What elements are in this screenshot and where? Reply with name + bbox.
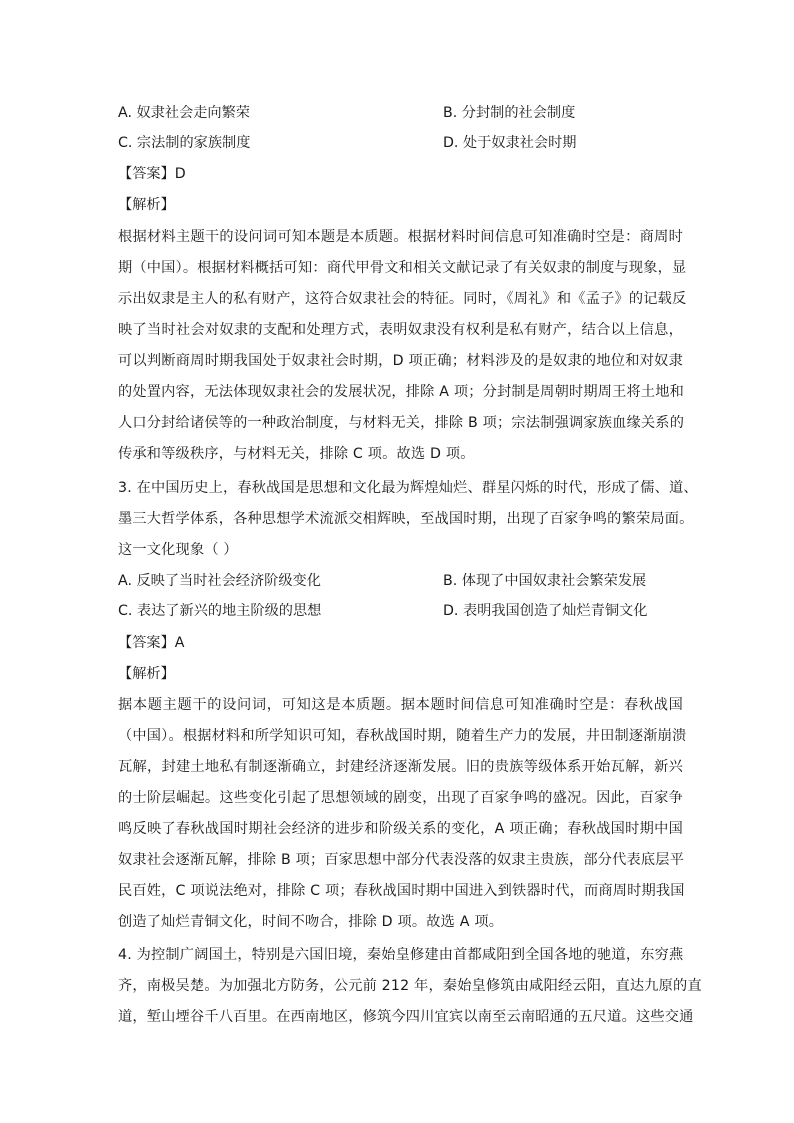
- q4-stem-line: 道，堑山堙谷千八百里。在西南地区，修筑今四川宜宾以南至云南昭通的五尺道。这些交通: [118, 1009, 694, 1025]
- q3-answer: 【答案】A: [118, 635, 185, 651]
- q3-option-d: D. 表明我国创造了灿烂青铜文化: [443, 603, 648, 619]
- q2-option-b: B. 分封制的社会制度: [443, 105, 576, 121]
- q3-stem-line: 3. 在中国历史上，春秋战国是思想和文化最为辉煌灿烂、群星闪烁的时代，形成了儒、道、: [118, 480, 698, 496]
- q4-stem-line: 4. 为控制广阔国土，特别是六国旧境，秦始皇修建由首都咸阳到全国各地的驰道，东穷燕: [118, 947, 684, 963]
- q3-option-c: C. 表达了新兴的地主阶级的思想: [118, 603, 322, 619]
- q3-analysis-line: （中国）。根据材料和所学知识可知，春秋战国时期，随着生产力的发展，井田制逐渐崩溃: [118, 728, 687, 744]
- q3-analysis-label: 【解析】: [118, 666, 175, 682]
- q3-analysis-line: 鸣反映了春秋战国时期社会经济的进步和阶级关系的变化，A 项正确；春秋战国时期中国: [118, 821, 683, 837]
- q3-analysis-line: 据本题主题干的设问词，可知这是本质题。据本题时间信息可知准确时空是：春秋战国: [118, 697, 683, 713]
- q2-option-c: C. 宗法制的家族制度: [118, 135, 251, 151]
- q3-analysis-line: 奴隶社会逐渐瓦解，排除 B 项；百家思想中部分代表没落的奴隶主贵族，部分代表底层平: [118, 852, 685, 868]
- q3-analysis-line: 的士阶层崛起。这些变化引起了思想领域的剧变，出现了百家争鸣的盛况。因此，百家争: [118, 790, 683, 806]
- q3-option-a: A. 反映了当时社会经济阶级变化: [118, 573, 321, 589]
- q2-analysis-line: 可以判断商周时期我国处于奴隶社会时期，D 项正确；材料涉及的是奴隶的地位和对奴隶: [118, 353, 683, 369]
- q2-option-a: A. 奴隶社会走向繁荣: [118, 105, 250, 121]
- q2-answer: 【答案】D: [118, 166, 186, 182]
- q4-stem-line: 齐，南极吴楚。为加强北方防务，公元前 212 年，秦始皇修筑由咸阳经云阳，直达九原的直: [118, 978, 702, 994]
- q3-stem-line: 这一文化现象（ ）: [118, 542, 238, 558]
- q2-analysis-line: 人口分封给诸侯等的一种政治制度，与材料无关，排除 B 项；宗法制强调家族血缘关系的: [118, 415, 685, 431]
- q2-analysis-line: 根据材料主题干的设问词可知本题是本质题。根据材料时间信息可知准确时空是：商周时: [118, 229, 683, 245]
- q2-analysis-label: 【解析】: [118, 197, 175, 213]
- q2-analysis-line: 传承和等级秩序，与材料无关，排除 C 项。故选 D 项。: [118, 446, 475, 462]
- q2-analysis-line: 期（中国）。根据材料概括可知：商代甲骨文和相关文献记录了有关奴隶的制度与现象，显: [118, 260, 687, 276]
- q2-analysis-line: 的处置内容，无法体现奴隶社会的发展状况，排除 A 项；分封制是周朝时期周王将土地和: [118, 384, 685, 400]
- q2-option-d: D. 处于奴隶社会时期: [443, 135, 577, 151]
- q3-analysis-line: 创造了灿烂青铜文化，时间不吻合，排除 D 项。故选 A 项。: [118, 914, 504, 930]
- q2-analysis-line: 示出奴隶是主人的私有财产，这符合奴隶社会的特征。同时，《周礼》和《孟子》的记载反: [118, 291, 687, 307]
- q3-analysis-line: 民百姓，C 项说法绝对，排除 C 项；春秋战国时期中国进入到铁器时代，而商周时期我国: [118, 883, 685, 899]
- q3-analysis-line: 瓦解，封建土地私有制逐渐确立，封建经济逐渐发展。旧的贵族等级体系开始瓦解，新兴: [118, 759, 683, 775]
- q3-option-b: B. 体现了中国奴隶社会繁荣发展: [443, 573, 647, 589]
- q2-analysis-line: 映了当时社会对奴隶的支配和处理方式，表明奴隶没有权利是私有财产，结合以上信息，: [118, 322, 683, 338]
- q3-stem-line: 墨三大哲学体系，各种思想学术流派交相辉映，至战国时期，出现了百家争鸣的繁荣局面。: [118, 511, 694, 527]
